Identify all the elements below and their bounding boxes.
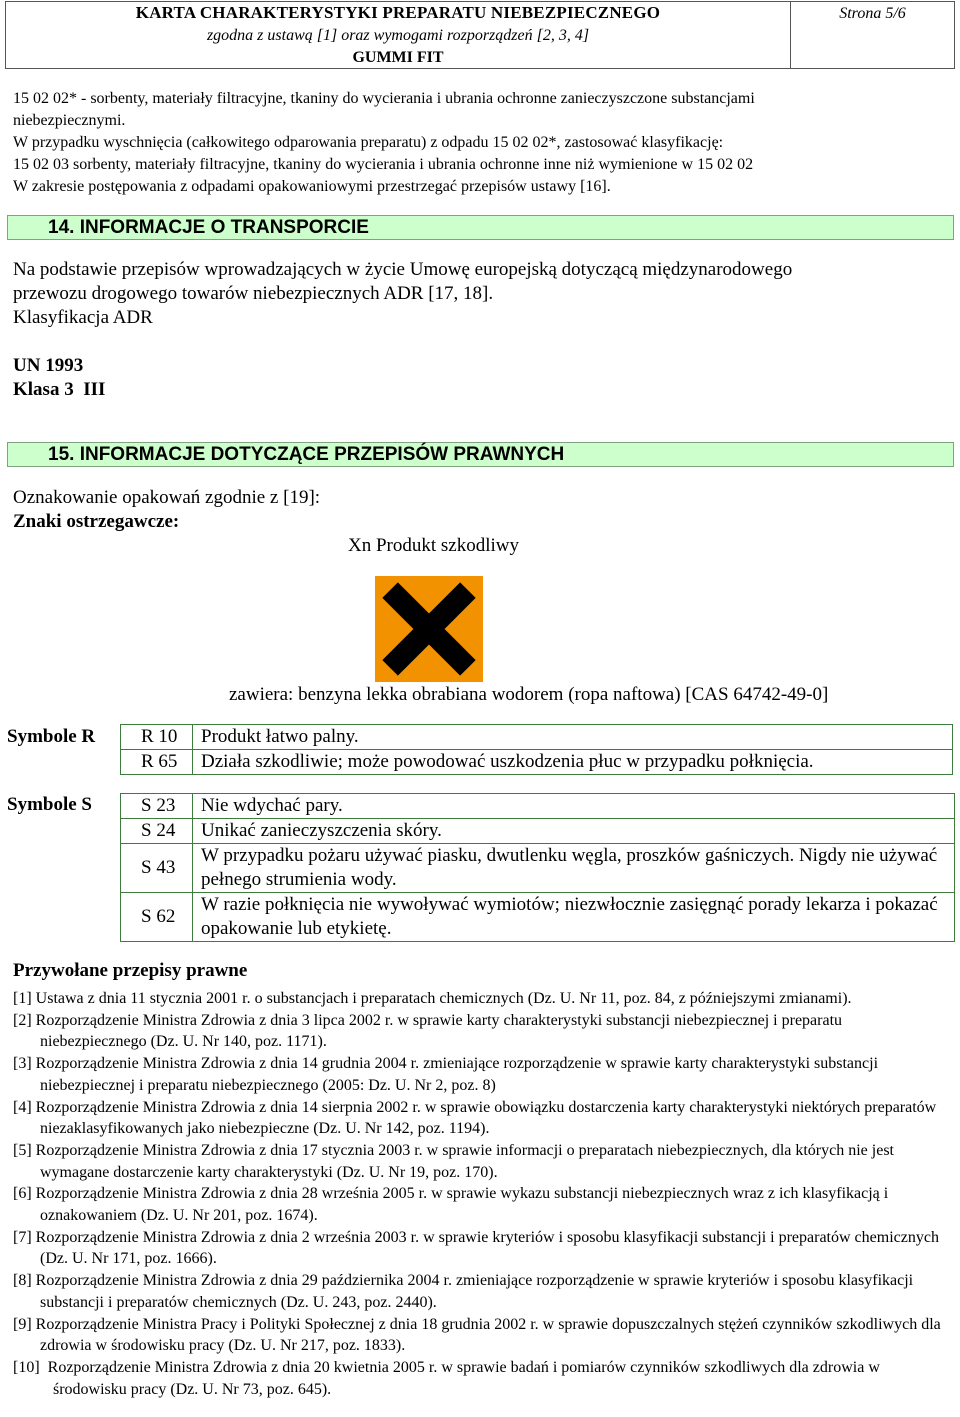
waste-line: W przypadku wyschnięcia (całkowitego odparowania preparatu) z odpadu 15 02 02*, zastosować klasyfikację: bbox=[13, 134, 724, 151]
contains-text: zawiera: benzyna lekka obrabiana wodorem (ropa naftowa) [CAS 64742-49-0] bbox=[229, 684, 829, 705]
cross-icon bbox=[375, 576, 483, 682]
document-subtitle: zgodna z ustawą [1] oraz wymogami rozporządzeń [2, 3, 4] bbox=[206, 26, 590, 44]
s-code: S 24 bbox=[121, 819, 193, 844]
reference-item: [8] Rozporządzenie Ministra Zdrowia z dnia 29 października 2004 r. zmieniające rozporządzenie w sprawie kryteriów i sposobu klasyfikacji substancji i preparatów chemicznych (Dz. U. 243, poz. 2440). bbox=[13, 1272, 914, 1311]
section-15-heading: 15. INFORMACJE DOTYCZĄCE PRZEPISÓW PRAWNYCH bbox=[7, 442, 954, 467]
transport-line: Klasyfikacja ADR bbox=[13, 307, 153, 328]
labeling-text: Oznakowanie opakowań zgodnie z [19]: bbox=[13, 487, 321, 508]
references-list bbox=[13, 988, 948, 1400]
s-code: S 62 bbox=[121, 893, 193, 942]
reference-item: [5] Rozporządzenie Ministra Zdrowia z dnia 17 stycznia 2003 r. w sprawie informacji o preparatach niebezpiecznych, dla których nie jest wymagane dostarczenie karty charakterystyki (Dz. U. Nr 19, poz. 170). bbox=[13, 1141, 894, 1181]
reference-item: [7] Rozporządzenie Ministra Zdrowia z dnia 2 września 2003 r. w sprawie kryteriów i sposobu klasyfikacji substancji i preparatów chemicznych (Dz. U. Nr 171, poz. 1666). bbox=[13, 1228, 939, 1268]
table-row bbox=[121, 750, 953, 775]
reference-item: [1] Ustawa z dnia 11 stycznia 2001 r. o substancjach i preparatach chemicznych (Dz. U. Nr 11, poz. 84, z późniejszymi zmianami). bbox=[13, 990, 852, 1007]
reference-item: [2] Rozporządzenie Ministra Zdrowia z dnia 3 lipca 2002 r. w sprawie karty charakterystyki substancji niebezpiecznej i preparatu niebezpiecznego (Dz. U. Nr 140, poz. 1171). bbox=[13, 1011, 843, 1051]
waste-line: 15 02 03 sorbenty, materiały filtracyjne, tkaniny do wycierania i ubrania ochronne inne niż wymienione w 15 02 02 bbox=[13, 156, 754, 173]
reference-item: [4] Rozporządzenie Ministra Zdrowia z dnia 14 sierpnia 2002 r. w sprawie obowiązku dostarczenia karty charakterystyki niektórych preparatów niezaklasyfikowanych jako niebezpieczne (Dz. U. Nr 142, poz. 1194). bbox=[13, 1098, 937, 1138]
s-code: S 43 bbox=[121, 844, 193, 893]
waste-line: W zakresie postępowania z odpadami opakowaniowymi przestrzegać przepisów ustawy [16]. bbox=[13, 178, 611, 195]
document-title: KARTA CHARAKTERYSTYKI PREPARATU NIEBEZPIECZNEGO bbox=[135, 3, 661, 22]
document-header bbox=[5, 1, 955, 69]
waste-line: 15 02 02* - sorbenty, materiały filtracyjne, tkaniny do wycierania i ubrania ochronne zanieczyszczone substancjami bbox=[13, 90, 755, 107]
r-symbols-table bbox=[120, 724, 953, 775]
product-name: GUMMI FIT bbox=[352, 49, 444, 66]
s-text: Nie wdychać pary. bbox=[193, 794, 955, 819]
table-row bbox=[121, 819, 955, 844]
references-heading: Przywołane przepisy prawne bbox=[13, 960, 248, 981]
transport-info bbox=[13, 258, 953, 330]
table-row bbox=[121, 725, 953, 750]
r-symbols-label: Symbole R bbox=[7, 726, 96, 747]
hazard-symbol-label: Xn Produkt szkodliwy bbox=[348, 535, 519, 556]
r-code: R 10 bbox=[121, 725, 193, 750]
reference-item: [10] Rozporządzenie Ministra Zdrowia z dnia 20 kwietnia 2005 r. w sprawie badań i pomiarów czynników szkodliwych dla zdrowia w środowisku pracy (Dz. U. Nr 73, poz. 645). bbox=[13, 1358, 884, 1398]
waste-line: niebezpiecznymi. bbox=[13, 112, 126, 129]
reference-item: [3] Rozporządzenie Ministra Zdrowia z dnia 14 grudnia 2004 r. zmieniające rozporządzenie w sprawie karty charakterystyki substancji niebezpiecznej i preparatu niebezpiecznego (2005: Dz. U. Nr 2, poz. 8) bbox=[13, 1055, 879, 1094]
r-code: R 65 bbox=[121, 750, 193, 775]
page-number: Strona 5/6 bbox=[839, 5, 906, 22]
s-text: W razie połknięcia nie wywoływać wymiotów; niezwłocznie zasięgnąć porady lekarza i pokazać opakowanie lub etykietę. bbox=[193, 893, 955, 942]
s-symbols-label: Symbole S bbox=[7, 794, 92, 815]
table-row bbox=[121, 794, 955, 819]
table-row bbox=[121, 893, 955, 942]
adr-class: Klasa 3 III bbox=[13, 379, 106, 400]
r-text: Działa szkodliwie; może powodować uszkodzenia płuc w przypadku połknięcia. bbox=[193, 750, 953, 775]
reference-item: [6] Rozporządzenie Ministra Zdrowia z dnia 28 września 2005 r. w sprawie wykazu substancji niebezpiecznych wraz z ich klasyfikacją i oznakowaniem (Dz. U. Nr 201, poz. 1674). bbox=[13, 1185, 889, 1225]
transport-line: przewozu drogowego towarów niebezpiecznych ADR [17, 18]. bbox=[13, 283, 494, 304]
un-number: UN 1993 bbox=[13, 355, 84, 376]
waste-info bbox=[13, 88, 953, 198]
r-text: Produkt łatwo palny. bbox=[193, 725, 953, 750]
transport-line: Na podstawie przepisów wprowadzających w życie Umowę europejską dotyczącą międzynarodowego bbox=[13, 259, 793, 280]
section-14-heading: 14. INFORMACJE O TRANSPORCIE bbox=[7, 215, 954, 240]
s-text: Unikać zanieczyszczenia skóry. bbox=[193, 819, 955, 844]
s-text: W przypadku pożaru używać piasku, dwutlenku węgla, proszków gaśniczych. Nigdy nie używać pełnego strumienia wody. bbox=[193, 844, 955, 893]
header-main bbox=[6, 2, 791, 68]
reference-item: [9] Rozporządzenie Ministra Pracy i Polityki Społecznej z dnia 18 grudnia 2002 r. w sprawie dopuszczalnych stężeń czynników szkodliwych dla zdrowia w środowisku pracy (Dz. U. Nr 217, poz. 1833). bbox=[13, 1315, 941, 1355]
table-row bbox=[121, 844, 955, 893]
harmful-xn-pictogram-icon bbox=[375, 576, 483, 682]
warning-signs-label: Znaki ostrzegawcze: bbox=[13, 511, 180, 532]
s-code: S 23 bbox=[121, 794, 193, 819]
s-symbols-table bbox=[120, 793, 955, 942]
